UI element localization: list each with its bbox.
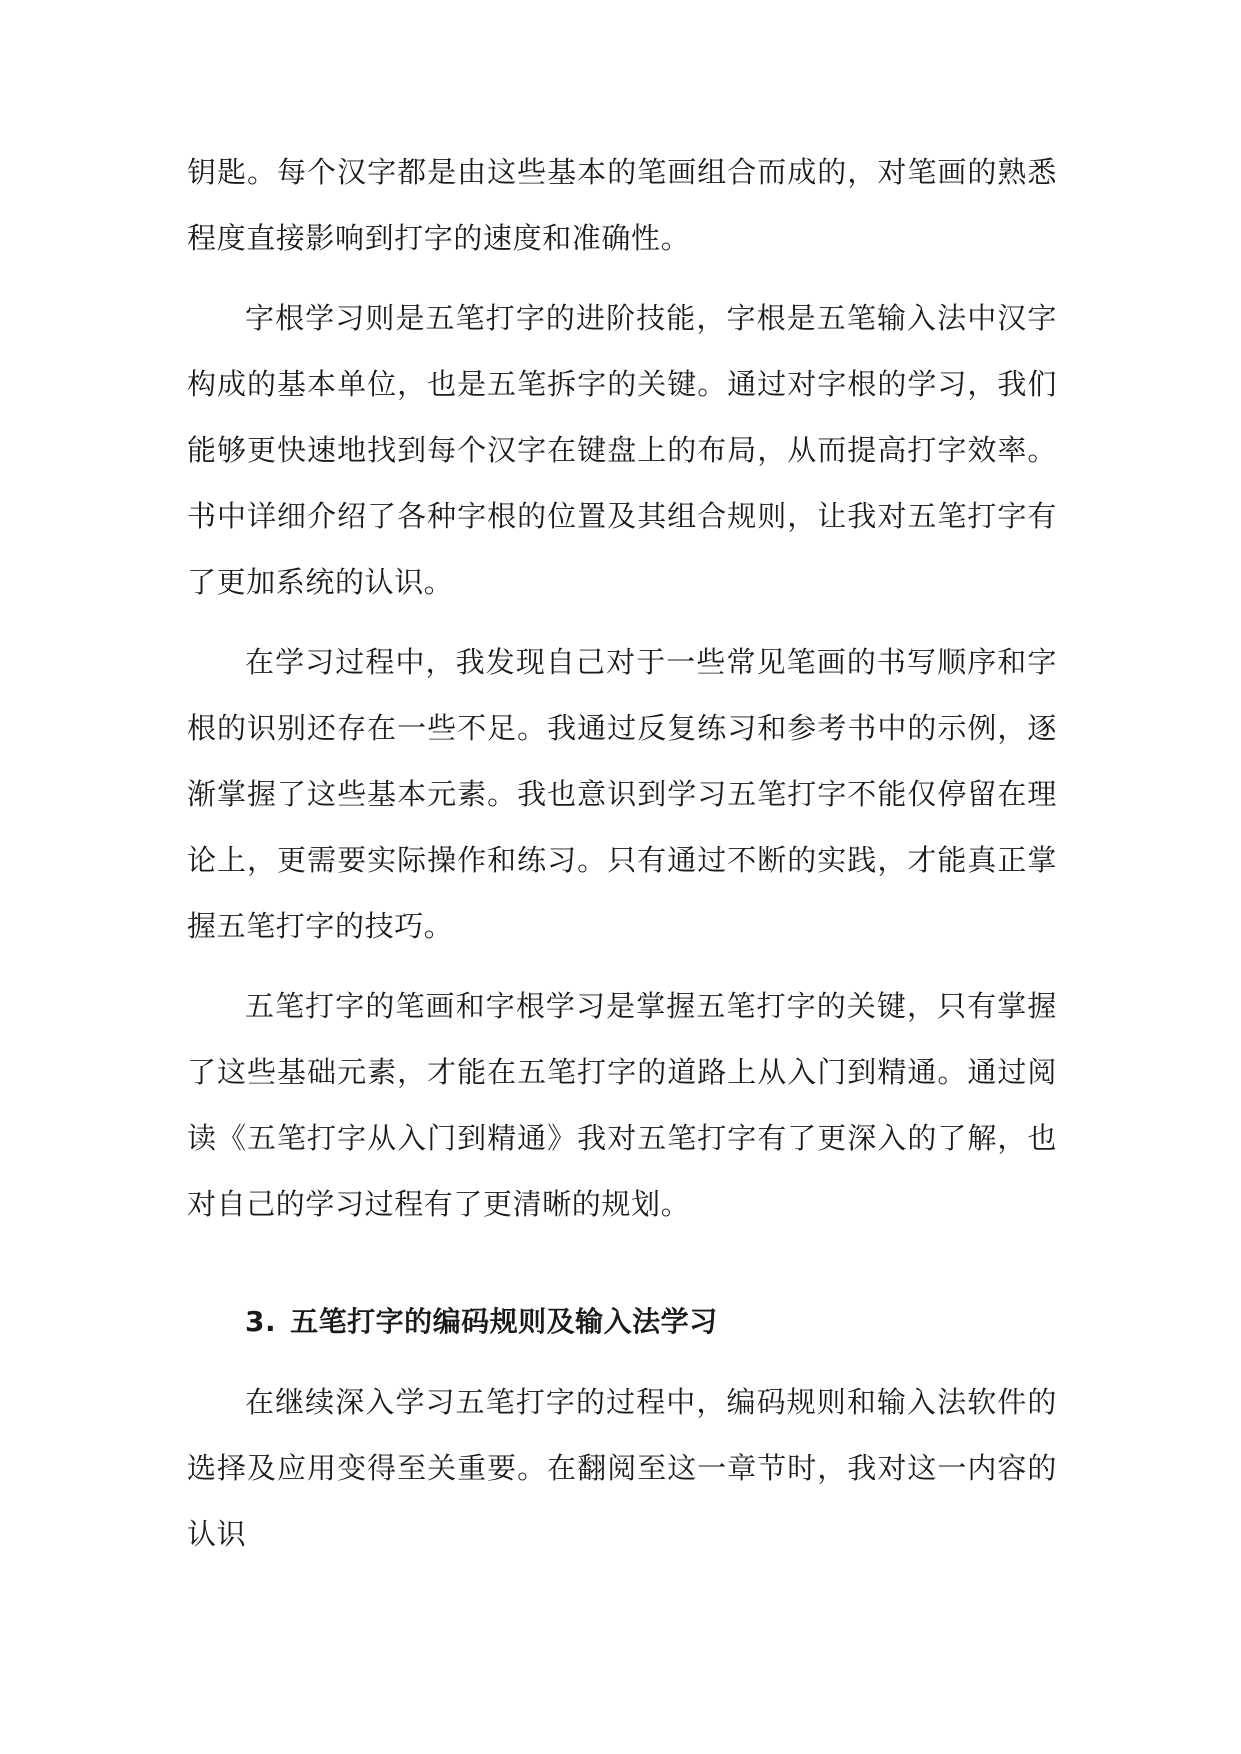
paragraph: 字根学习则是五笔打字的进阶技能，字根是五笔输入法中汉字构成的基本单位，也是五笔拆字的关键。通过对字根的学习，我们能够更快速地找到每个汉字在键盘上的布局，从而提高打字效率。书中详细介绍了各种字根的位置及其组合规则，让我对五笔打字有了更加系统的认识。 (187, 301, 1057, 599)
paragraph: 钥匙。每个汉字都是由这些基本的笔画组合而成的，对笔画的熟悉程度直接影响到打字的速度和准确性。 (187, 155, 1057, 255)
section-title: 五笔打字的编码规则及输入法学习 (290, 1305, 718, 1338)
paragraph: 在学习过程中，我发现自己对于一些常见笔画的书写顺序和字根的识别还存在一些不足。我通过反复练习和参考书中的示例，逐渐掌握了这些基本元素。我也意识到学习五笔打字不能仅停留在理论上，更需要实际操作和练习。只有通过不断的实践，才能真正掌握五笔打字的技巧。 (187, 645, 1057, 943)
section-number: 3. (245, 1305, 277, 1338)
paragraph: 在继续深入学习五笔打字的过程中，编码规则和输入法软件的选择及应用变得至关重要。在翻阅至这一章节时，我对这一内容的认识 (187, 1385, 1057, 1551)
document-body (187, 139, 1057, 1581)
paragraph: 五笔打字的笔画和字根学习是掌握五笔打字的关键，只有掌握了这些基础元素，才能在五笔打字的道路上从入门到精通。通过阅读《五笔打字从入门到精通》我对五笔打字有了更深入的了解，也对自己的学习过程有了更清晰的规划。 (187, 989, 1057, 1221)
section-heading (245, 1289, 1057, 1355)
